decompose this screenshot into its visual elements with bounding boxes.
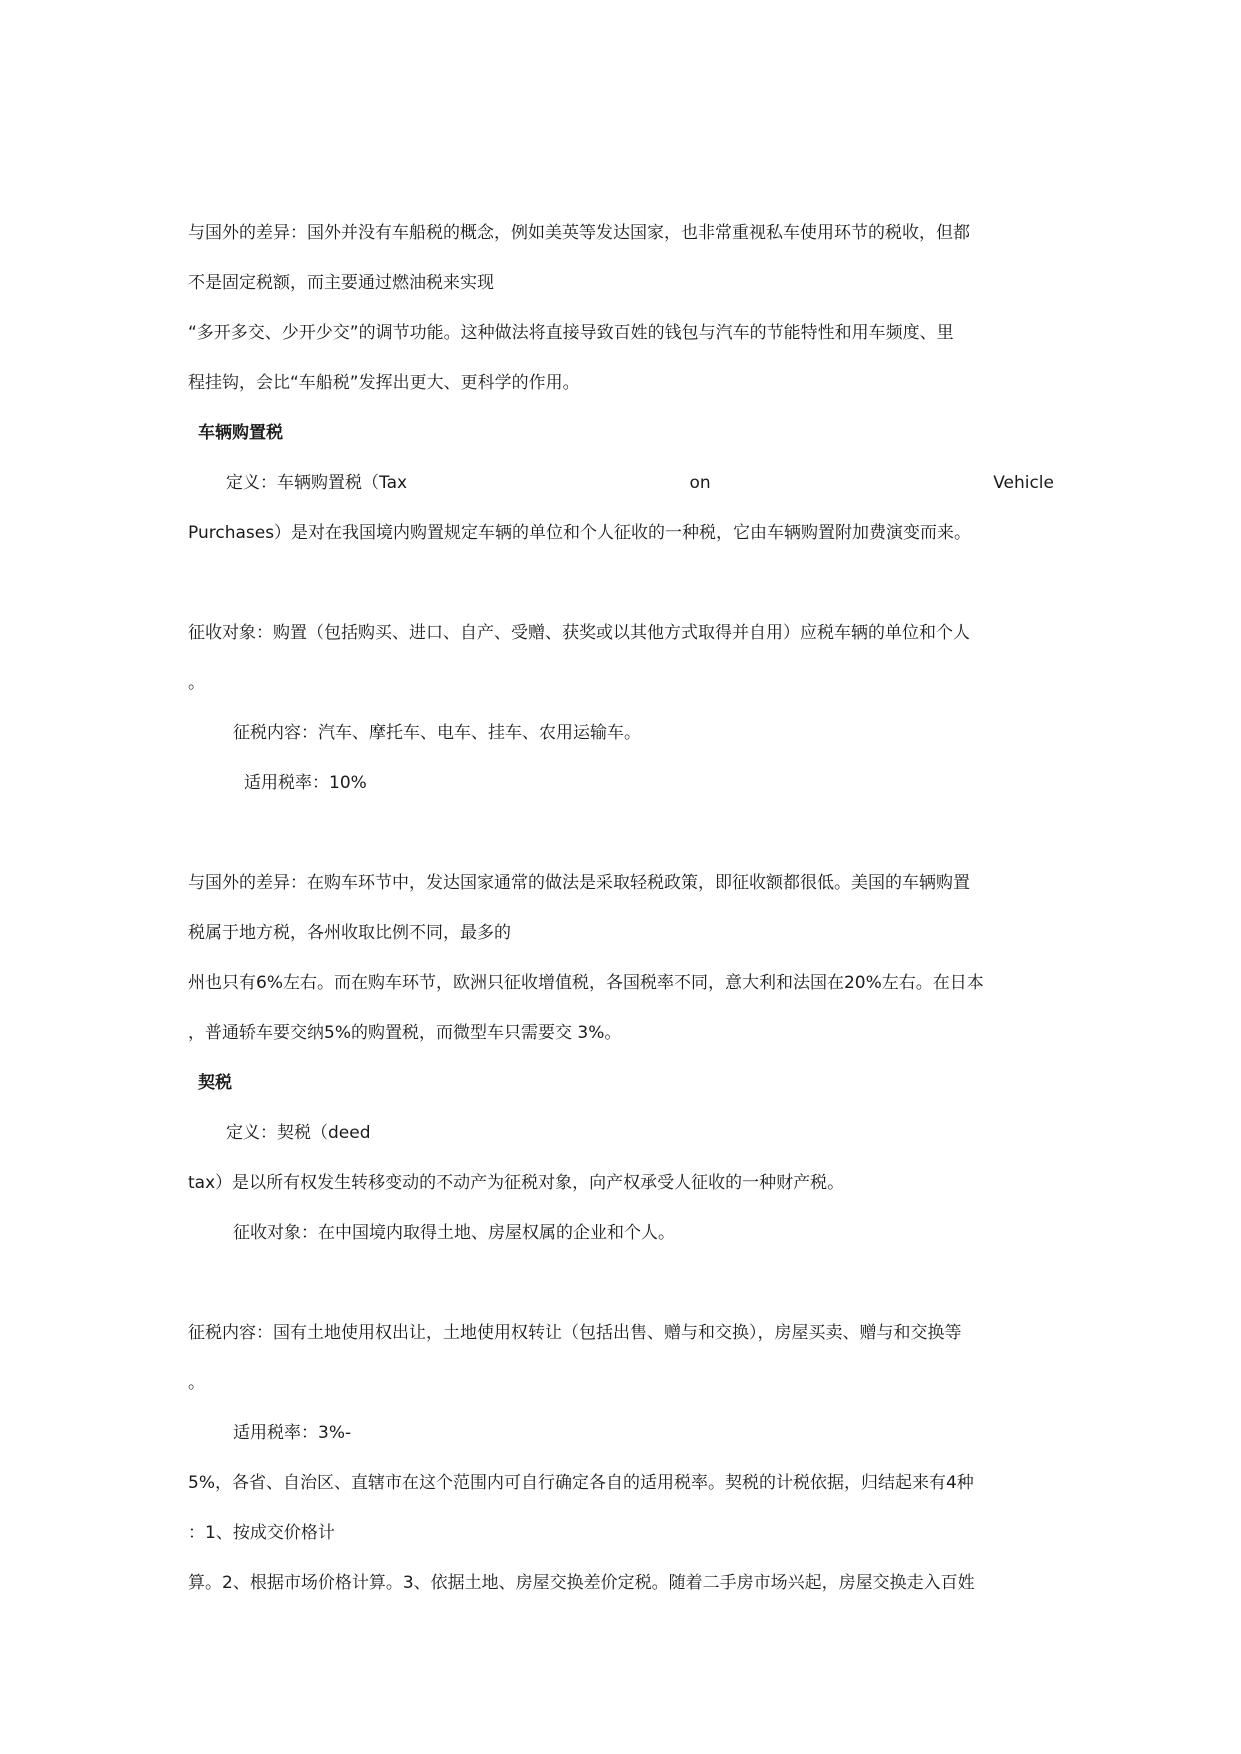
paragraph-line: 税属于地方税，各州收取比例不同，最多的 <box>188 923 511 943</box>
paragraph-line: 征税内容：国有土地使用权出让，土地使用权转让（包括出售、赠与和交换），房屋买卖、赠与和交换等 <box>188 1323 962 1343</box>
definition-line <box>226 471 1054 495</box>
paragraph-line: 与国外的差异：国外并没有车船税的概念，例如美英等发达国家，也非常重视私车使用环节的税收，但都 <box>188 223 970 243</box>
paragraph-line: 州也只有6%左右。而在购车环节，欧洲只征收增值税，各国税率不同，意大利和法国在20%左右。在日本 <box>188 973 984 993</box>
definition-part: 定义：车辆购置税（Tax <box>226 473 408 493</box>
paragraph-line: 适用税率：10% <box>244 773 367 793</box>
paragraph-line: 征收对象：购置（包括购买、进口、自产、受赠、获奖或以其他方式取得并自用）应税车辆的单位和个人 <box>188 623 970 643</box>
paragraph-line: 算。2、根据市场价格计算。3、依据土地、房屋交换差价定税。随着二手房市场兴起，房屋交换走入百姓 <box>188 1573 975 1593</box>
section-heading: 车辆购置税 <box>198 423 283 443</box>
paragraph-line: 与国外的差异：在购车环节中，发达国家通常的做法是采取轻税政策，即征收额都很低。美国的车辆购置 <box>188 873 970 893</box>
paragraph-line: Purchases）是对在我国境内购置规定车辆的单位和个人征收的一种税，它由车辆购置附加费演变而来。 <box>188 523 972 543</box>
paragraph-line: 征税内容：汽车、摩托车、电车、挂车、农用运输车。 <box>233 723 641 743</box>
paragraph-line: “多开多交、少开少交”的调节功能。这种做法将直接导致百姓的钱包与汽车的节能特性和用车频度、里 <box>188 323 954 343</box>
paragraph-line: ，普通轿车要交纳5%的购置税，而微型车只需要交 3%。 <box>188 1023 622 1043</box>
paragraph-line: 征收对象：在中国境内取得土地、房屋权属的企业和个人。 <box>233 1223 675 1243</box>
paragraph-line: 程挂钩，会比“车船税”发挥出更大、更科学的作用。 <box>188 373 580 393</box>
paragraph-line: 。 <box>188 673 205 693</box>
paragraph-line: 5%，各省、自治区、直辖市在这个范围内可自行确定各自的适用税率。契税的计税依据，归结起来有4种 <box>188 1473 974 1493</box>
section-heading: 契税 <box>198 1073 232 1093</box>
paragraph-line: 不是固定税额，而主要通过燃油税来实现 <box>188 273 494 293</box>
paragraph-line: 定义：契税（deed <box>226 1123 371 1143</box>
paragraph-line: 。 <box>188 1373 205 1393</box>
paragraph-line: ：1、按成交价格计 <box>188 1523 335 1543</box>
paragraph-line: tax）是以所有权发生转移变动的不动产为征税对象，向产权承受人征收的一种财产税。 <box>188 1173 845 1193</box>
definition-part: Vehicle <box>993 473 1054 493</box>
paragraph-line: 适用税率：3%- <box>233 1423 352 1443</box>
definition-part: on <box>689 473 711 493</box>
